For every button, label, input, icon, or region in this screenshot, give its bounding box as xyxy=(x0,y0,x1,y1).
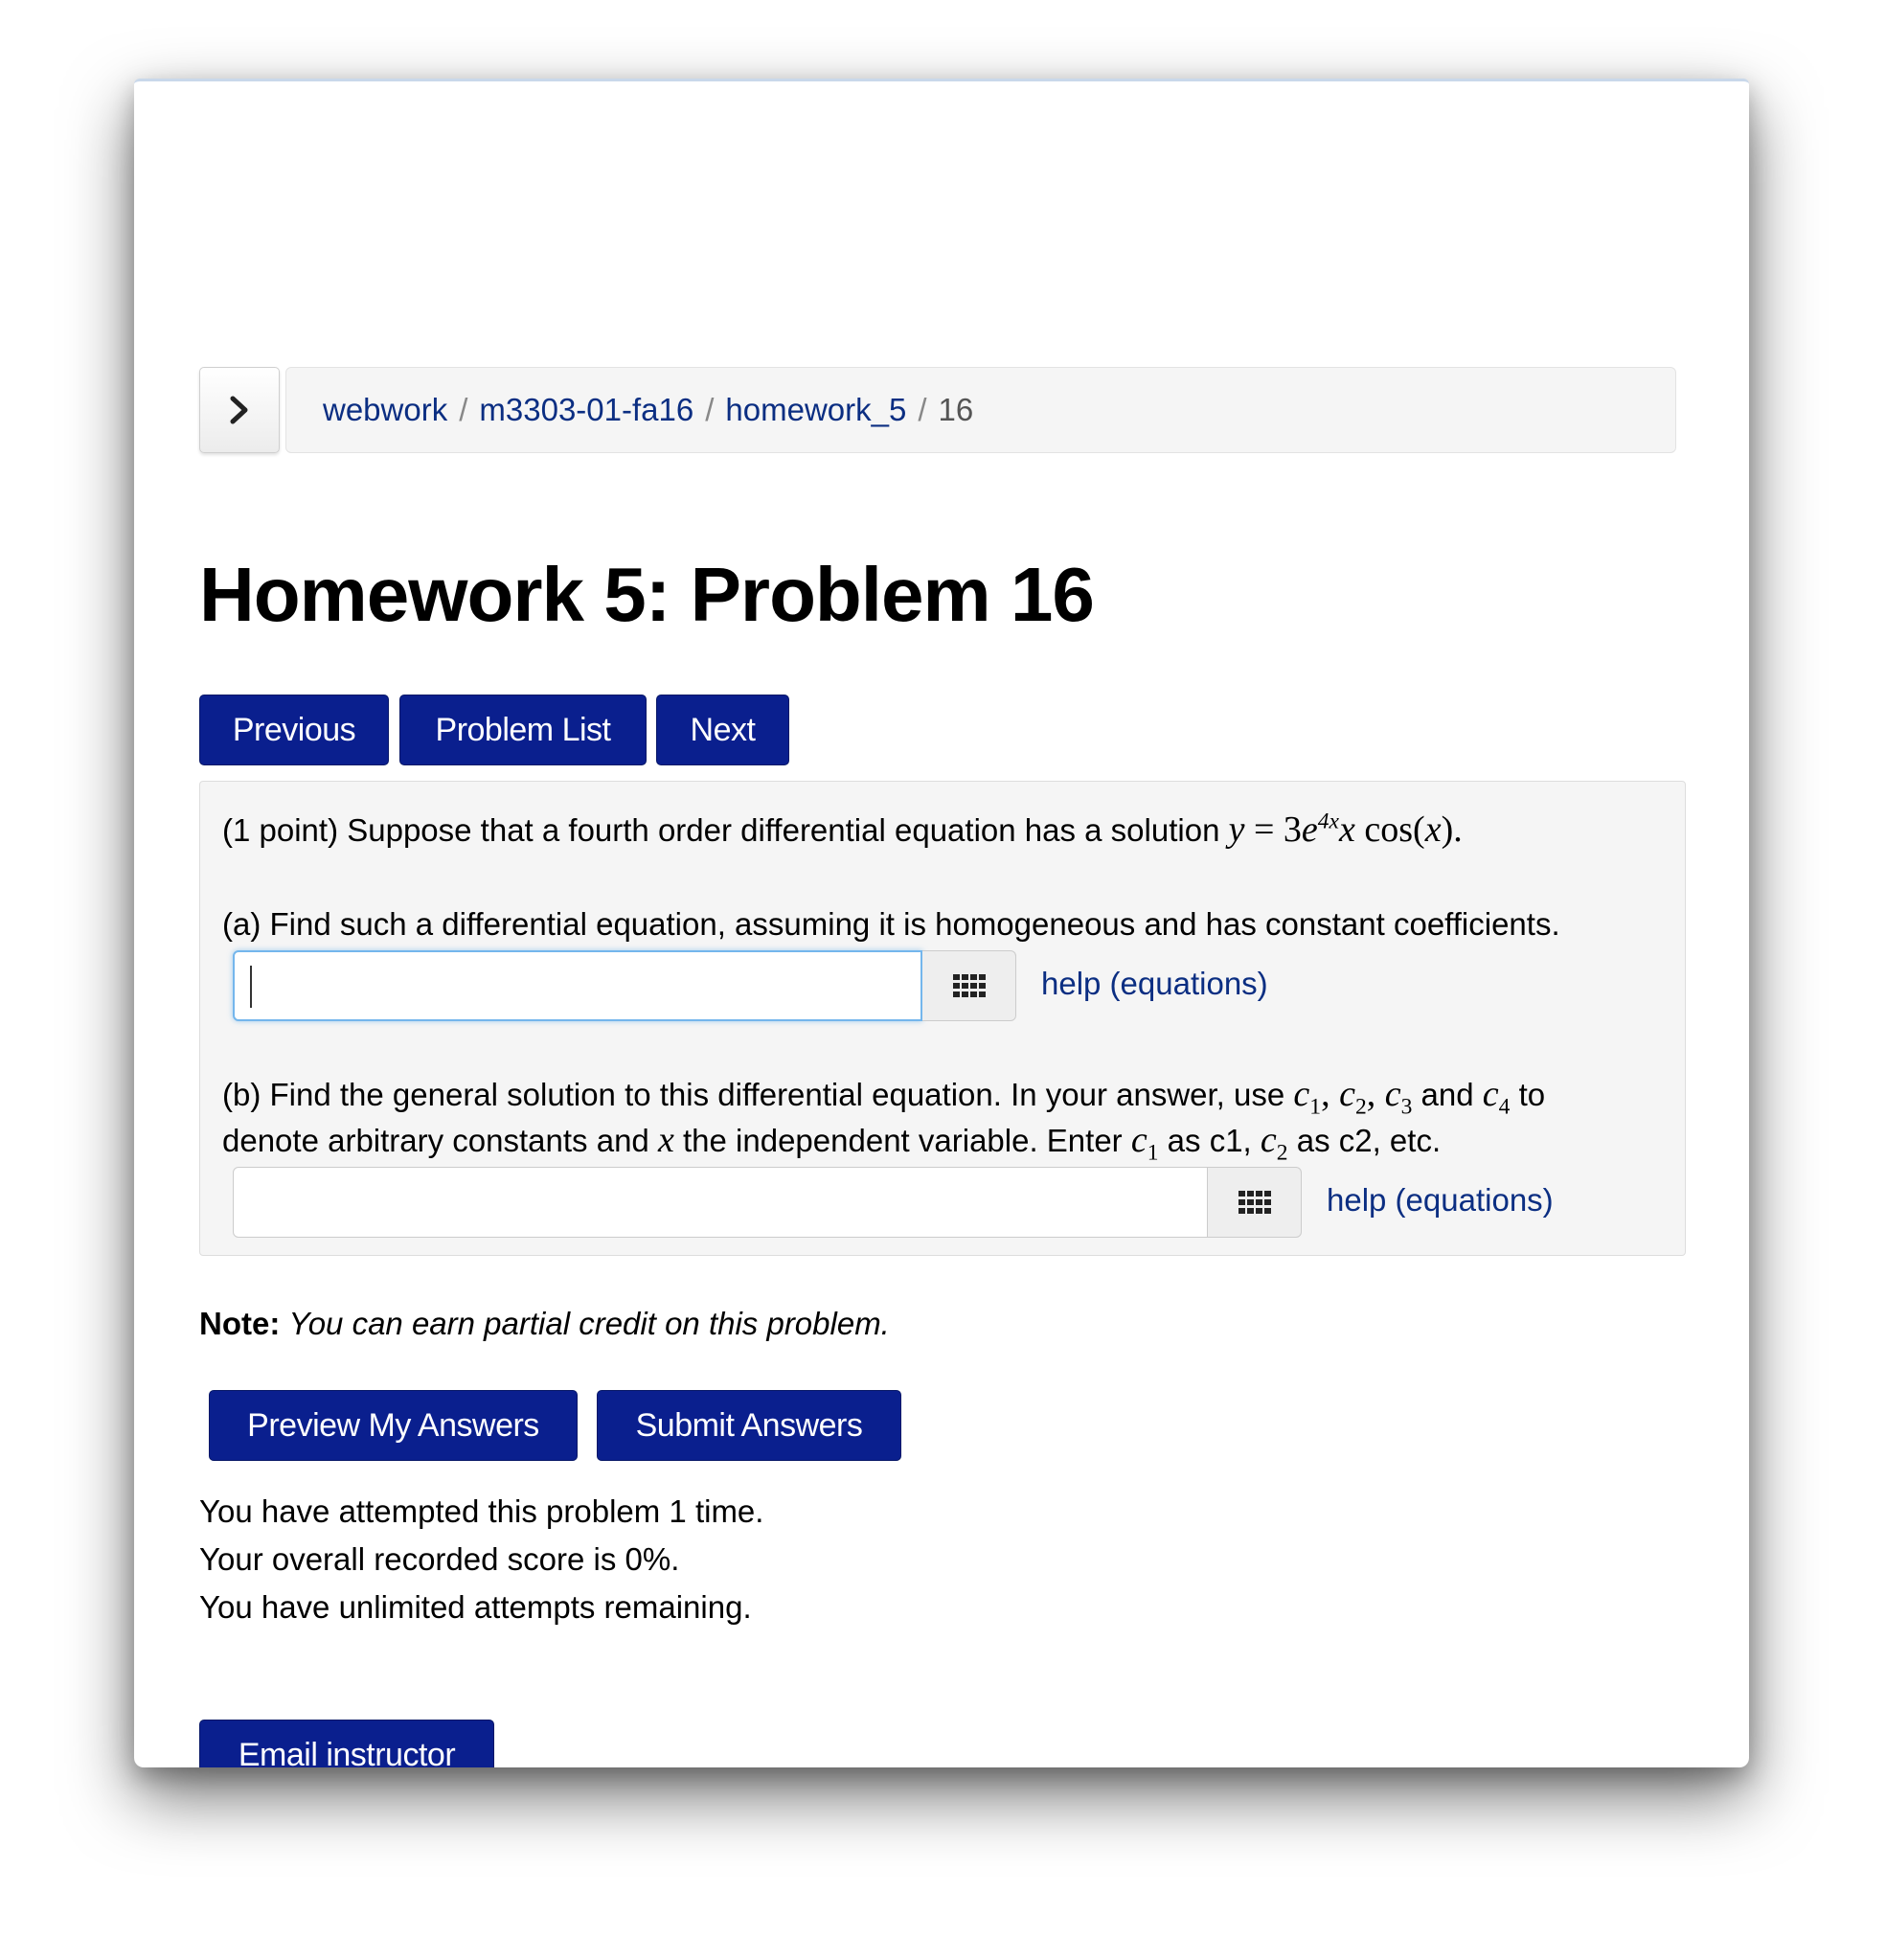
breadcrumb-link-set[interactable]: homework_5 xyxy=(725,392,907,427)
part-b-to: to xyxy=(1518,1077,1546,1112)
breadcrumb-separator: / xyxy=(705,392,715,427)
breadcrumb-separator: / xyxy=(459,392,468,427)
partial-credit-note xyxy=(199,1306,890,1342)
part-a-prompt: (a) Find such a differential equation, assuming it is homogeneous and has constant coefficients. xyxy=(222,906,1560,942)
next-button[interactable]: Next xyxy=(656,695,789,765)
remaining-status: You have unlimited attempts remaining. xyxy=(199,1589,752,1625)
constant-c1: $c_1$ xyxy=(1130,1120,1159,1166)
breadcrumb-current: 16 xyxy=(938,392,974,427)
attempts-status: You have attempted this problem 1 time. xyxy=(199,1493,764,1529)
breadcrumb-link-webwork[interactable]: webwork xyxy=(323,392,448,427)
browser-window xyxy=(134,79,1749,1767)
submit-answers-button[interactable]: Submit Answers xyxy=(597,1390,901,1461)
answer-a-input[interactable] xyxy=(233,950,922,1021)
chevron-right-icon xyxy=(227,394,252,426)
part-b-prompt-line2 xyxy=(222,1119,1442,1166)
variable-x: x xyxy=(657,1120,674,1160)
part-b-text: as c2, etc. xyxy=(1296,1123,1442,1158)
part-b-text: (b) Find the general solution to this differential equation. In your answer, use xyxy=(222,1077,1285,1112)
part-b-prompt-line1 xyxy=(222,1073,1546,1120)
constant-c2: $c_2$ xyxy=(1260,1120,1288,1166)
text-caret xyxy=(250,966,252,1008)
constant-c4: $c_4$ xyxy=(1482,1074,1511,1120)
constants-c1-c3: $c_1$, $c_2$, $c_3$ xyxy=(1293,1074,1413,1120)
part-b-text: the independent variable. Enter xyxy=(683,1123,1123,1158)
help-equations-link-a[interactable]: help (equations) xyxy=(1041,966,1268,1001)
problem-intro-text: (1 point) Suppose that a fourth order differential equation has a solution xyxy=(222,812,1220,848)
part-b-and: and xyxy=(1420,1077,1474,1112)
help-equations-link-b[interactable]: help (equations) xyxy=(1327,1182,1554,1218)
solution-formula: $y = 3e^{4x}x$ cos(x). xyxy=(1228,809,1463,850)
note-label: Note: xyxy=(199,1306,281,1341)
preview-answers-button[interactable]: Preview My Answers xyxy=(209,1390,578,1461)
breadcrumb-separator: / xyxy=(918,392,927,427)
previous-button[interactable]: Previous xyxy=(199,695,389,765)
part-b-text: denote arbitrary constants and xyxy=(222,1123,649,1158)
note-text: You can earn partial credit on this problem. xyxy=(288,1306,890,1341)
equation-editor-a-button[interactable] xyxy=(922,950,1016,1021)
answer-b-input[interactable] xyxy=(233,1167,1208,1238)
grid-icon xyxy=(1238,1190,1272,1215)
problem-intro xyxy=(222,809,1463,851)
grid-icon xyxy=(952,973,987,998)
breadcrumb xyxy=(285,367,1676,453)
part-b-text: as c1, xyxy=(1167,1123,1252,1158)
score-status: Your overall recorded score is 0%. xyxy=(199,1541,680,1577)
problem-list-button[interactable]: Problem List xyxy=(399,695,647,765)
problem-panel xyxy=(199,781,1686,1256)
sidebar-toggle-button[interactable] xyxy=(199,367,280,453)
equation-editor-b-button[interactable] xyxy=(1208,1167,1302,1238)
breadcrumb-link-course[interactable]: m3303-01-fa16 xyxy=(479,392,694,427)
email-instructor-button[interactable]: Email instructor xyxy=(199,1720,494,1767)
page-title: Homework 5: Problem 16 xyxy=(199,552,1094,637)
